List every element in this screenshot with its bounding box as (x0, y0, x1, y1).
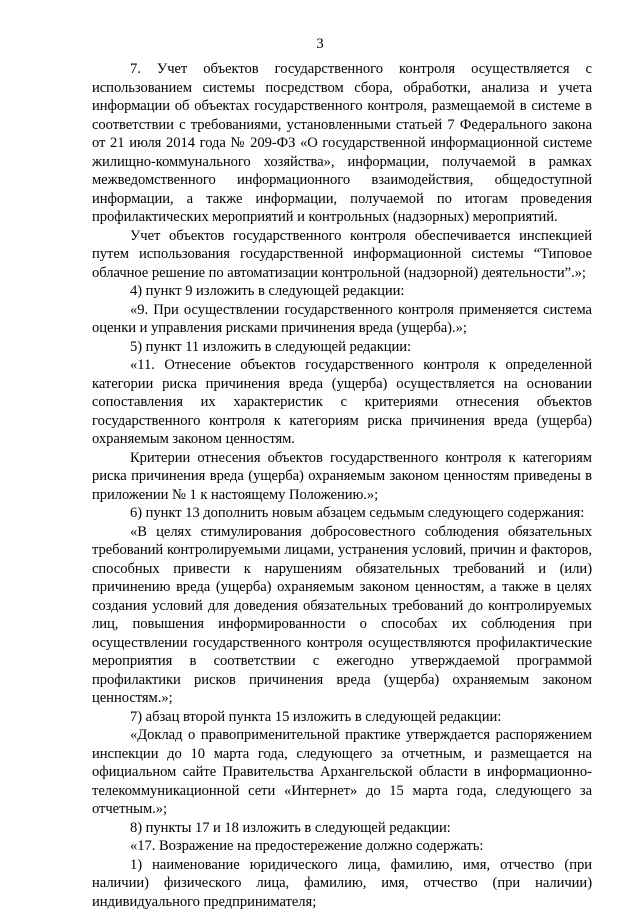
paragraph-amend-points-17-18: 8) пункты 17 и 18 изложить в следующей редакции: (92, 819, 592, 838)
document-body (92, 60, 592, 911)
paragraph-risk-criteria: Критерии отнесения объектов государственного контроля к категориям риска причинения вреда (ущерба) охраняемым законом ценностям приведены в приложении № 1 к настоящему Положению.»; (92, 449, 592, 505)
paragraph-amend-point-15: 7) абзац второй пункта 15 изложить в следующей редакции: (92, 708, 592, 727)
paragraph-amend-point-9: 4) пункт 9 изложить в следующей редакции: (92, 282, 592, 301)
paragraph-point-9-text: «9. При осуществлении государственного контроля применяется система оценки и управления рисками причинения вреда (ущерба).»; (92, 301, 592, 338)
paragraph-amend-point-13: 6) пункт 13 дополнить новым абзацем седьмым следующего содержания: (92, 504, 592, 523)
paragraph-accounting-system: Учет объектов государственного контроля обеспечивается инспекцией путем использования государственной информационной системы “Типовое облачное решение по автоматизации контрольной (надзорной) деятельности”.»; (92, 227, 592, 283)
paragraph-point-11-text: «11. Отнесение объектов государственного контроля к определенной категории риска причинения вреда (ущерба) осуществляется на основании сопоставления их характеристик с критериями отнесения объектов государственного контроля к категориям риска причинения вреда (ущерба) охраняемым законом ценностям. (92, 356, 592, 449)
paragraph-amend-point-11: 5) пункт 11 изложить в следующей редакции: (92, 338, 592, 357)
paragraph-item-7-accounting: 7. Учет объектов государственного контроля осуществляется с использованием системы посредством сбора, обработки, анализа и учета информации об объектах государственного контроля, размещаемой в системе в соответствии с требованиями, установленными статьей 7 Федерального закона от 21 июля 2014 года № 209-ФЗ «О государственной информационной системе жилищно-коммунального хозяйства», информации, получаемой в рамках межведомственного информационного взаимодействия, общедоступной информации, а также информации, получаемой по итогам проведения профилактических мероприятий и контрольных (надзорных) мероприятий. (92, 60, 592, 227)
paragraph-point-13-new-text: «В целях стимулирования добросовестного соблюдения обязательных требований контролируемыми лицами, устранения условий, причин и факторов, способных привести к нарушениям обязательных требований и (или) причинению вреда (ущерба) охраняемым законом ценностям, а также в целях создания условий для доведения обязательных требований до контролируемых лиц, повышения информированности о способах их соблюдения при осуществлении государственного контроля осуществляются профилактические мероприятия в соответствии с ежегодно утверждаемой программой профилактики рисков причинения вреда (ущерба) охраняемым законом ценностям.»; (92, 523, 592, 708)
paragraph-point-17-heading: «17. Возражение на предостережение должно содержать: (92, 837, 592, 856)
paragraph-point-17-item-1: 1) наименование юридического лица, фамилию, имя, отчество (при наличии) физического лица, фамилию, имя, отчество (при наличии) индивидуального предпринимателя; (92, 856, 592, 911)
paragraph-point-15-text: «Доклад о правоприменительной практике утверждается распоряжением инспекции до 10 марта года, следующего за отчетным, и размещается на официальном сайте Правительства Архангельской области в информационно-телекоммуникационной сети «Интернет» до 15 марта года, следующего за отчетным.»; (92, 726, 592, 819)
page-number: 3 (0, 36, 640, 53)
